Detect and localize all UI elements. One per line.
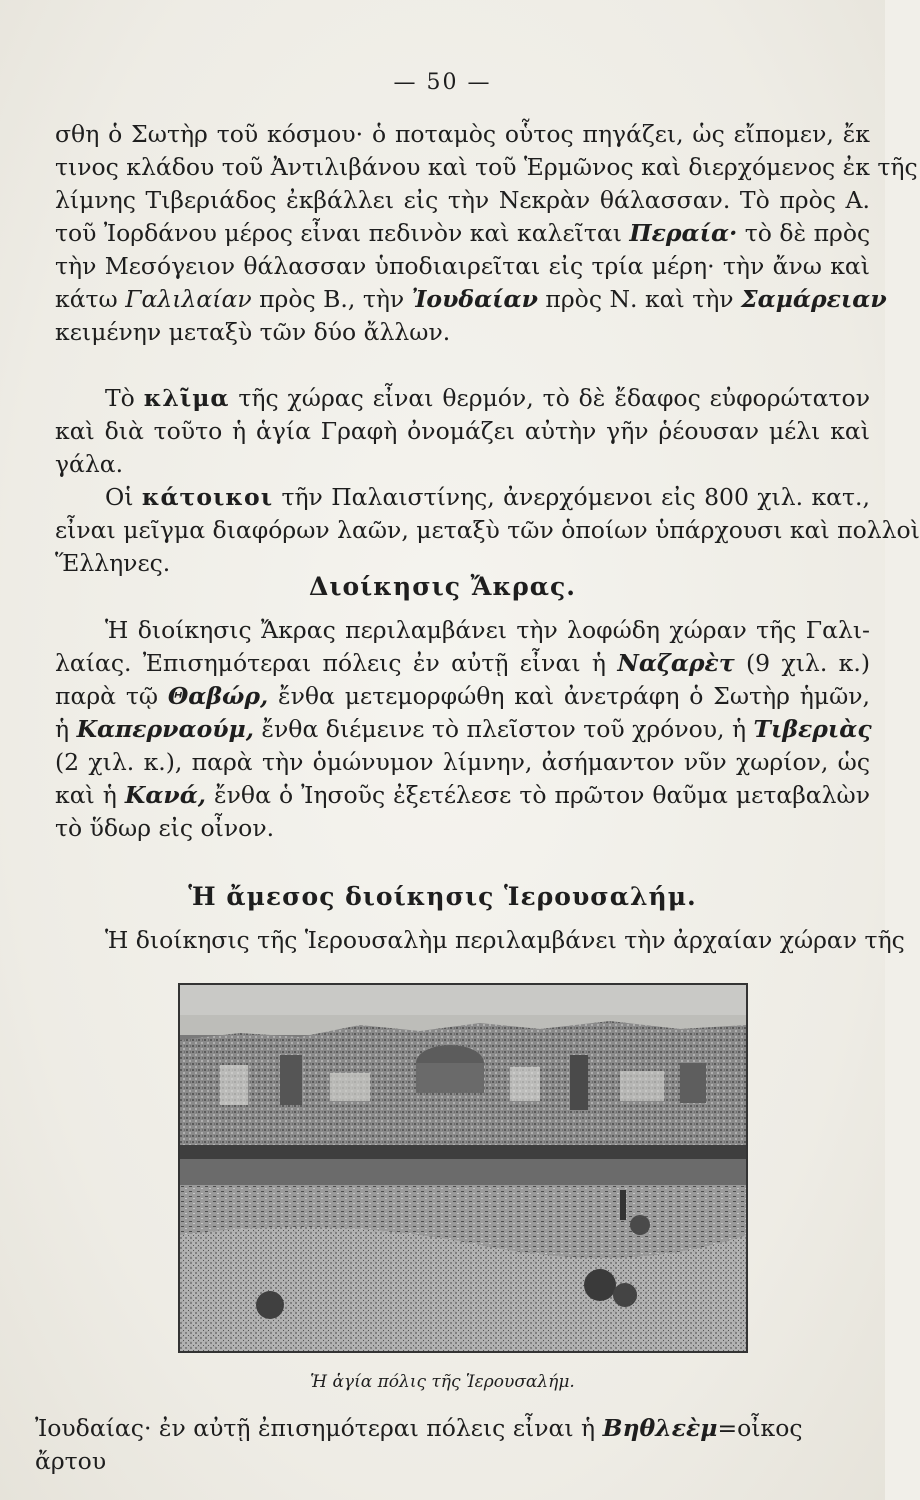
term-nazareth: Ναζαρὲτ (617, 649, 735, 677)
paragraph-jordan-river (55, 118, 918, 349)
term-cana: Κανά, (124, 781, 206, 809)
text-line: Τὸ κλῖμα τῆς χώρας εἶναι θερμόν, τὸ δὲ ἔδαφος εὐφορώτατον (105, 384, 870, 412)
text-line: σθη ὁ Σωτὴρ τοῦ κόσμου· ὁ ποταμὸς οὗτος πηγάζει, ὡς εἴπομεν, ἔκ (55, 120, 870, 148)
text-line: κειμένην μεταξὺ τῶν δύο ἄλλων. (55, 318, 451, 346)
text-line: τὸ ὕδωρ εἰς οἶνον. (55, 814, 275, 842)
term-galilee: Γαλιλαίαν (125, 285, 252, 313)
text-line: καὶ ἡ Κανά, ἔνθα ὁ Ἰησοῦς ἐξετέλεσε τὸ πρῶτον θαῦμα μεταβαλὼν (55, 781, 870, 809)
jerusalem-photo-image (180, 985, 746, 1351)
section-heading-acre: Διοίκησις Ἄκρας. (309, 572, 576, 601)
paragraph-inhabitants (55, 481, 920, 580)
text-line: Ἡ διοίκησις Ἄκρας περιλαμβάνει τὴν λοφώδη χώραν τῆς Γαλι- (105, 616, 870, 644)
page-number: — 50 — (393, 70, 492, 95)
term-klima: κλῖμα (143, 384, 230, 412)
term-capernaum: Καπερναούμ, (76, 715, 254, 743)
term-tiberias: Τιβεριὰς (753, 715, 872, 743)
text-line: καὶ διὰ τοῦτο ἡ ἁγία Γραφὴ ὀνομάζει αὐτὴν γῆν ῥέουσαν μέλι καὶ (55, 417, 870, 445)
photo-caption: Ἡ ἁγία πόλις τῆς Ἱερουσαλήμ. (310, 1372, 575, 1392)
term-samaria: Σαμάρειαν (741, 285, 887, 313)
text-line: τοῦ Ἰορδάνου μέρος εἶναι πεδινὸν καὶ καλεῖται Περαία· τὸ δὲ πρὸς (55, 219, 871, 247)
jerusalem-photo (178, 983, 748, 1353)
text-line: εἶναι μεῖγμα διαφόρων λαῶν, μεταξὺ τῶν ὁποίων ὑπάρχουσι καὶ πολλοὶ (55, 516, 920, 544)
text-line: (2 χιλ. κ.), παρὰ τὴν ὁμώνυμον λίμνην, ἀσήμαντον νῦν χωρίον, ὡς (55, 748, 870, 776)
text-line: Οἱ κάτοικοι τῆν Παλαιστίνης, ἀνερχόμενοι εἰς 800 χιλ. κατ., (105, 483, 870, 511)
text-line: λαίας. Ἐπισημότεραι πόλεις ἐν αὐτῇ εἶναι ἡ Ναζαρὲτ (9 χιλ. κ.) (55, 649, 870, 677)
text-line: Ἡ διοίκησις τῆς Ἱερουσαλὴμ περιλαμβάνει τὴν ἀρχαίαν χώραν τῆς (105, 926, 905, 954)
paragraph-jerusalem-district (55, 924, 905, 957)
text-line: γάλα. (55, 450, 124, 478)
paragraph-acre-district (55, 614, 870, 845)
text-line: λίμνης Τιβεριάδος ἐκβάλλει εἰς τὴν Νεκρὰν θάλασσαν. Τὸ πρὸς Α. (55, 186, 870, 214)
paragraph-climate (55, 382, 870, 481)
section-heading-jerusalem: Ἡ ἄμεσος διοίκησις Ἱερουσαλήμ. (188, 882, 697, 911)
text-line: τινος κλάδου τοῦ Ἀντιλιβάνου καὶ τοῦ Ἑρμῶνος καὶ διερχόμενος ἐκ τῆς (55, 153, 918, 181)
term-katoikoi: κάτοικοι (141, 483, 274, 511)
text-line: τὴν Μεσόγειον θάλασσαν ὑποδιαιρεῖται εἰς τρία μέρη· τὴν ἄνω καὶ (55, 252, 870, 280)
text-line: παρὰ τῷ Θαβώρ, ἔνθα μετεμορφώθη καὶ ἀνετράφη ὁ Σωτὴρ ἡμῶν, (55, 682, 870, 710)
text-line: ἡ Καπερναούμ, ἔνθα διέμεινε τὸ πλεῖστον τοῦ χρόνου, ἡ Τιβεριὰς (55, 715, 872, 743)
term-tabor: Θαβώρ, (167, 682, 269, 710)
term-peraia: Περαία· (629, 219, 738, 247)
term-judea: Ἰουδαίαν (411, 285, 538, 313)
text-line: κάτω Γαλιλαίαν πρὸς Β., τὴν Ἰουδαίαν πρὸς Ν. καὶ τὴν Σαμάρειαν (55, 285, 887, 313)
term-bethlehem: Βηθλεὲμ (602, 1414, 718, 1442)
text-line: Ἕλληνες. (55, 549, 171, 577)
final-text-line: Ἰουδαίας· ἐν αὐτῇ ἐπισημότεραι πόλεις εἶναι ἡ Βηθλεὲμ=οἶκος ἄρτου (35, 1414, 803, 1475)
